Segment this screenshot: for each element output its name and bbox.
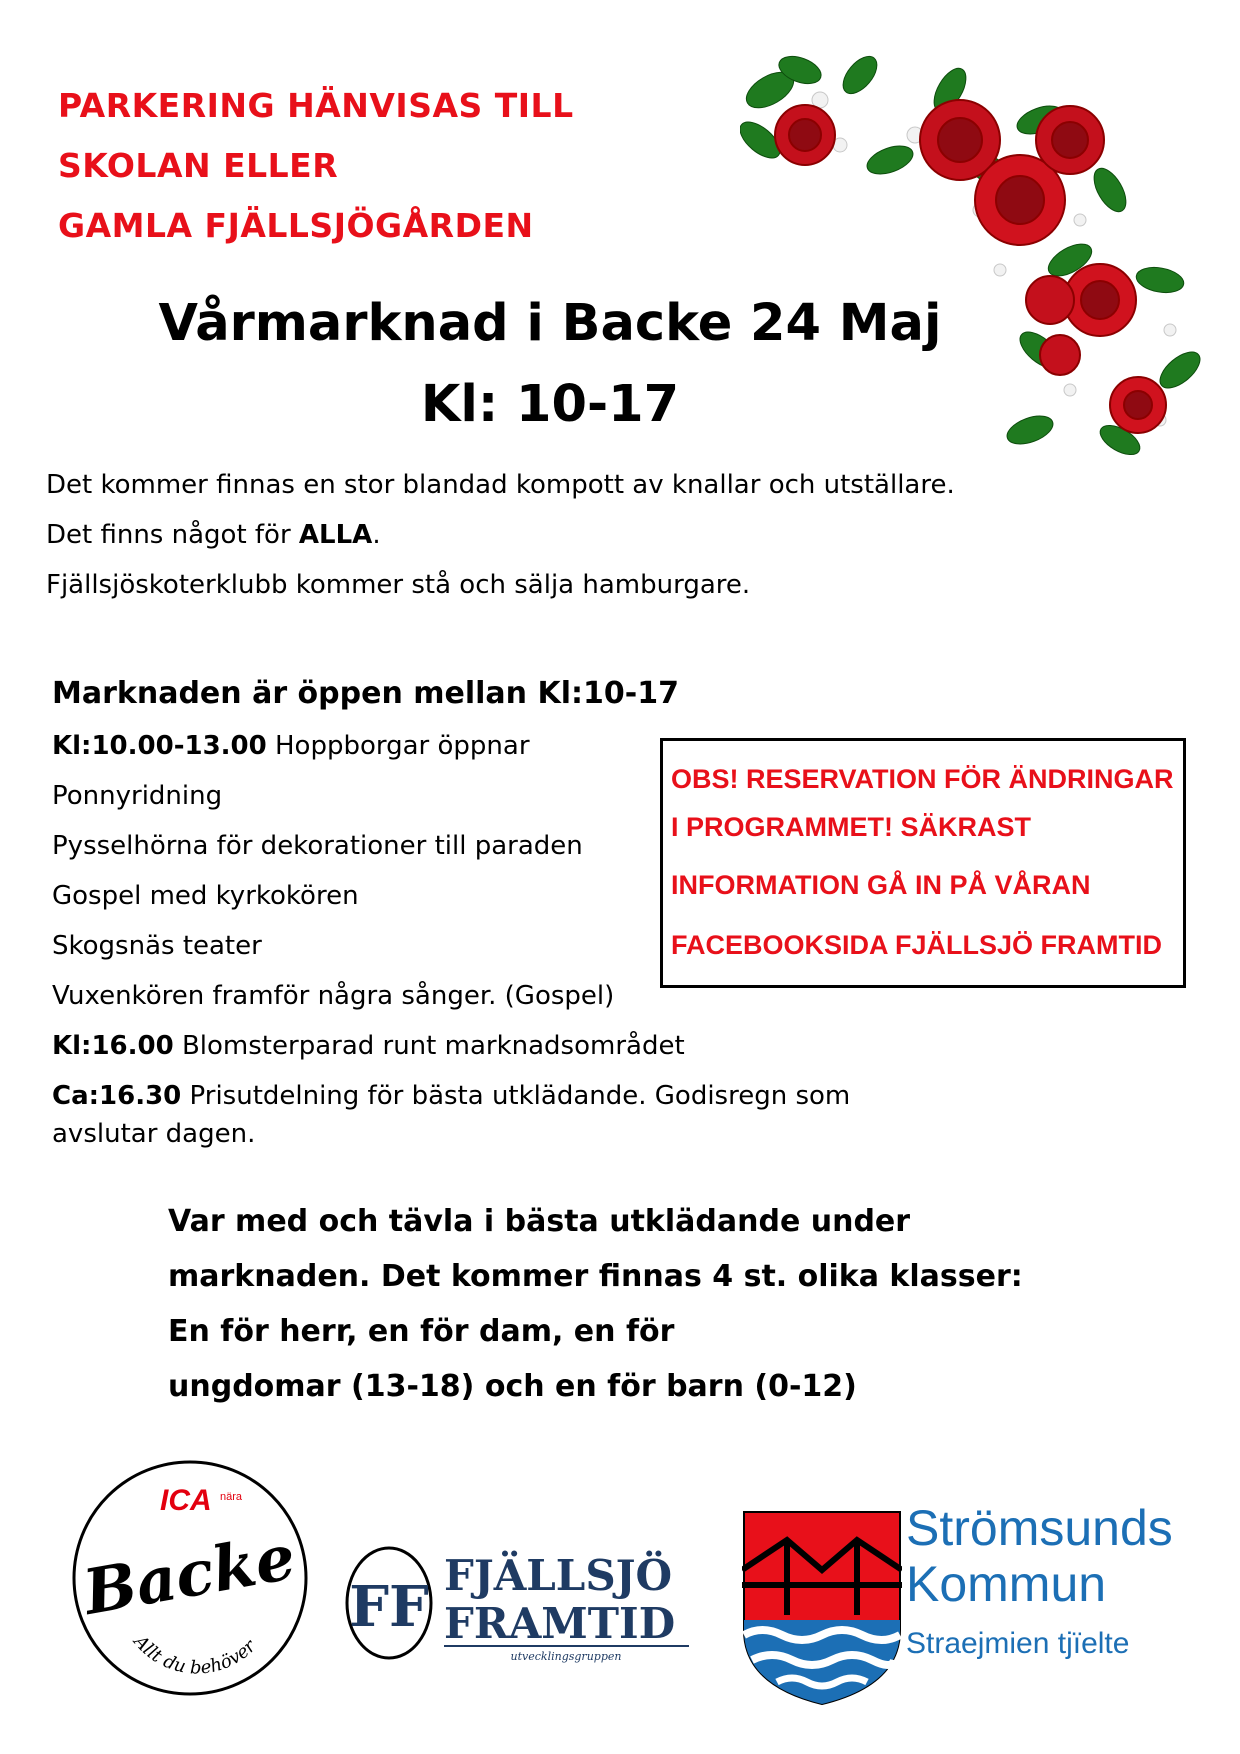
intro-line-1: Det kommer finnas en stor blandad kompott av knallar och utställare. [46, 470, 955, 500]
ff-small: utvecklingsgruppen [510, 1650, 622, 1663]
contest-line-2: marknaden. Det kommer finnas 4 st. olika klasser: [168, 1259, 1023, 1294]
program-heading: Marknaden är öppen mellan Kl:10-17 [52, 676, 679, 711]
fjallsjo-framtid-logo [344, 1538, 704, 1668]
reservation-notice-box [660, 738, 1186, 988]
ff-line-1: FJÄLLSJÖ [444, 1551, 673, 1600]
program-time: Ca:16.30 [52, 1081, 182, 1111]
program-text: Gospel med kyrkokören [52, 881, 359, 911]
program-text: Prisutdelning för bästa utklädande. Godisregn som avslutar dagen. [52, 1081, 851, 1149]
stromsund-line-1: Strömsunds [906, 1500, 1173, 1556]
costume-contest-text [168, 1194, 1023, 1414]
parking-notice [58, 76, 574, 256]
ica-sub: nära [220, 1491, 243, 1503]
intro-line-2 [46, 510, 955, 560]
ica-brand: ICA [160, 1484, 212, 1517]
contest-line-1: Var med och tävla i bästa utklädande under [168, 1204, 911, 1239]
stromsund-crest [742, 1510, 902, 1706]
ica-store-name: Backe [78, 1520, 301, 1629]
ff-line-2: FRAMTID [444, 1599, 676, 1648]
obs-line-1: OBS! RESERVATION FÖR ÄNDRINGAR [671, 764, 1174, 794]
obs-line-4: FACEBOOKSIDA FJÄLLSJÖ FRAMTID [671, 930, 1163, 960]
event-hours: Kl: 10-17 [420, 375, 680, 434]
program-time: Kl:16.00 [52, 1031, 174, 1061]
program-text: Pysselhörna för dekorationer till paraden [52, 831, 583, 861]
contest-line-4: ungdomar (13-18) och en för barn (0-12) [168, 1369, 857, 1404]
intro-line-3: Fjällsjöskoterklubb kommer stå och sälja hamburgare. [46, 570, 751, 600]
stromsund-line-2: Kommun [906, 1556, 1107, 1612]
intro-line-2-suffix: . [372, 520, 381, 550]
intro-line-2-prefix: Det finns något för [46, 520, 299, 550]
parking-line-3: GAMLA FJÄLLSJÖGÅRDEN [58, 206, 534, 245]
parking-line-1: PARKERING HÄNVISAS TILL [58, 86, 574, 125]
program-time: Kl:10.00-13.00 [52, 731, 267, 761]
program-item [52, 1077, 892, 1153]
ica-tagline: Allt du behöver [129, 1631, 261, 1679]
ff-monogram: FF [349, 1574, 429, 1640]
program-text: Blomsterparad runt marknadsområdet [173, 1031, 685, 1061]
intro-text [46, 460, 955, 610]
program-text: Ponnyridning [52, 781, 223, 811]
obs-line-3: INFORMATION GÅ IN PÅ VÅRAN [671, 870, 1091, 900]
program-text: Hoppborgar öppnar [266, 731, 530, 761]
ica-backe-logo [70, 1458, 310, 1698]
intro-line-2-bold: ALLA [298, 520, 373, 550]
contest-line-3: En för herr, en för dam, en för [168, 1314, 675, 1349]
program-text: Skogsnäs teater [52, 931, 262, 961]
program-text: Vuxenkören framför några sånger. (Gospel) [52, 981, 615, 1011]
event-title: Vårmarknad i Backe 24 Maj [158, 294, 942, 353]
obs-line-2: I PROGRAMMET! SÄKRAST [671, 812, 1031, 842]
stromsund-line-3: Straejmien tjïelte [906, 1627, 1130, 1660]
stromsund-wordmark [906, 1500, 1173, 1668]
program-item [52, 1021, 932, 1071]
parking-line-2: SKOLAN ELLER [58, 146, 339, 185]
